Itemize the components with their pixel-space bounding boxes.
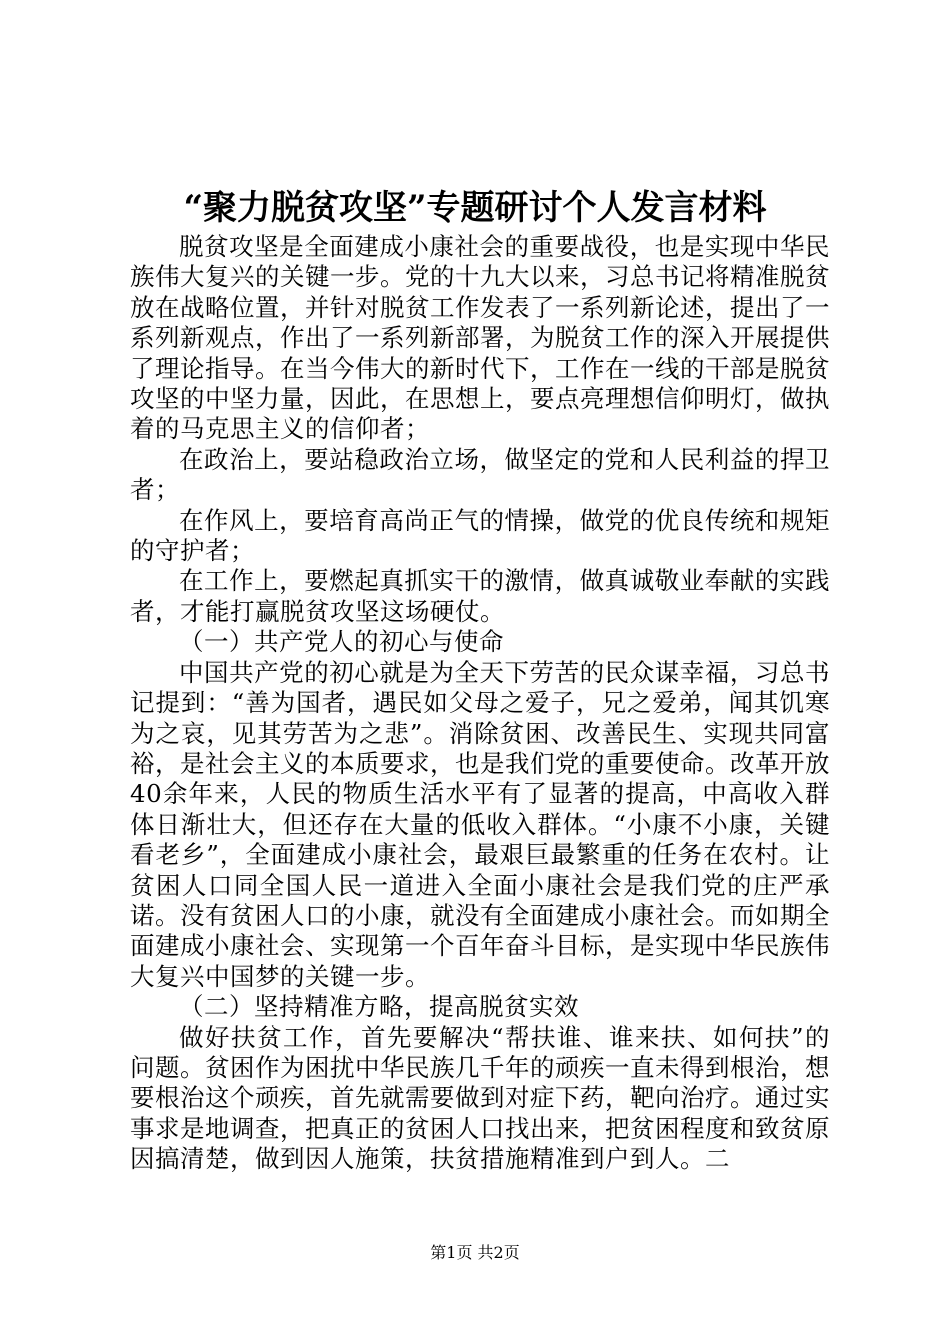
document-title: “聚力脱贫攻坚”专题研讨个人发言材料 (183, 188, 767, 228)
paragraph-intro: 脱贫攻坚是全面建成小康社会的重要战役，也是实现中华民族伟大复兴的关键一步。党的十九大以来，习总书记将精准脱贫放在战略位置，并针对脱贫工作发表了一系列新论述，提出了一系列新观点，作出了一系列新部署，为脱贫工作的深入开展提供了理论指导。在当今伟大的新时代下，工作在一线的干部是脱贫攻坚的中坚力量，因此，在思想上，要点亮理想信仰明灯，做执着的马克思主义的信仰者； (130, 232, 830, 444)
document-body (130, 232, 830, 1175)
section-heading-1: （一）共产党人的初心与使命 (179, 627, 504, 657)
page-footer: 第1页 共2页 (430, 1243, 520, 1262)
paragraph-style: 在作风上，要培育高尚正气的情操，做党的优良传统和规矩的守护者； (130, 505, 830, 566)
paragraph-mission: 中国共产党的初心就是为全天下劳苦的民众谋幸福，习总书记提到：“善为国者，遇民如父母之爱子，兄之爱弟，闻其饥寒为之哀，见其劳苦为之悲”。消除贫困、改善民生、实现共同富裕，是社会主义的本质要求，也是我们党的重要使命。改革开放40余年来，人民的物质生活水平有了显著的提高，中高收入群体日渐壮大，但还存在大量的低收入群体。“小康不小康，关键看老乡”，全面建成小康社会，最艰巨最繁重的任务在农村。让贫困人口同全国人民一道进入全面小康社会是我们党的庄严承诺。没有贫困人口的小康，就没有全面建成小康社会。而如期全面建成小康社会、实现第一个百年奋斗目标，是实现中华民族伟大复兴中国梦的关键一步。 (130, 657, 830, 991)
paragraph-work: 在工作上，要燃起真抓实干的激情，做真诚敬业奉献的实践者，才能打赢脱贫攻坚这场硬仗。 (130, 566, 830, 626)
paragraph-politics: 在政治上，要站稳政治立场，做坚定的党和人民利益的捍卫者； (130, 444, 830, 505)
section-heading-2: （二）坚持精准方略，提高脱贫实效 (179, 992, 579, 1022)
paragraph-precision: 做好扶贫工作，首先要解决“帮扶谁、谁来扶、如何扶”的问题。贫困作为困扰中华民族几千年的顽疾一直未得到根治，想要根治这个顽疾，首先就需要做到对症下药，靶向治疗。通过实事求是地调查，把真正的贫困人口找出来，把贫困程度和致贫原因搞清楚，做到因人施策，扶贫措施精准到户到人。二 (130, 1022, 830, 1174)
